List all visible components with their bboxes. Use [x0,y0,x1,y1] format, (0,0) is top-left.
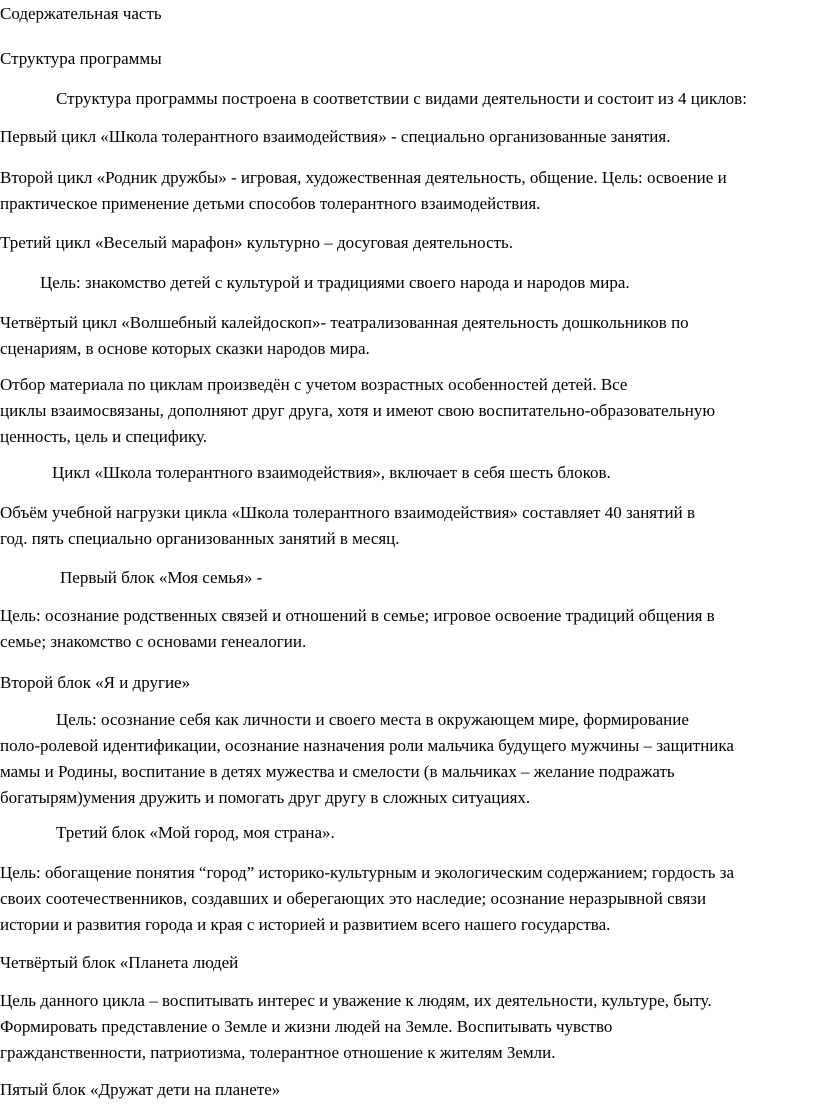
text-line: Четвёртый цикл «Волшебный калейдоскоп»- театрализованная деятельность дошкольников по [0,313,689,332]
text-line: ценность, цель и специфику. [0,427,208,446]
paragraph-cycle-1 [0,124,812,150]
paragraph-cycle-3-goal [40,270,816,296]
text-line: Цель: обогащение понятия “город” историко-культурным и экологическим содержанием; гордость за [0,863,735,882]
paragraph-cycle-2 [0,165,812,217]
text-line: Структура программы [0,49,162,68]
text-line: Цель: осознание себя как личности и своего места в окружающем мире, формирование [56,710,689,729]
paragraph-material-selection [0,372,812,450]
paragraph-study-load [0,500,812,552]
text-line: истории и развития города и края с историей и развитием всего нашего государства. [0,915,611,934]
paragraph-cycle-blocks [52,460,816,486]
text-line: гражданственности, патриотизма, толерантное отношение к жителям Земли. [0,1043,556,1062]
text-line: семье; знакомство с основами генеалогии. [0,632,307,651]
paragraph-block-3-goal [0,860,812,938]
paragraph-block-1-goal [0,603,812,655]
text-line: Цель данного цикла – воспитывать интерес и уважение к людям, их деятельности, культуре, быту. [0,991,712,1010]
text-line: Четвёртый блок «Планета людей [0,953,239,972]
text-line: Отбор материала по циклам произведён с учетом возрастных особенностей детей. Все [0,375,628,394]
text-line: своих соотечественников, создавших и оберегающих это наследие; осознание неразрывной связи [0,889,707,908]
heading-block-3 [56,820,816,846]
text-line: Объём учебной нагрузки цикла «Школа толерантного взаимодействия» составляет 40 занятий в [0,503,696,522]
text-line: Цель: осознание родственных связей и отношений в семье; игровое освоение традиций общения в [0,606,715,625]
paragraph-structure-intro [56,86,816,112]
heading-block-1 [60,565,816,591]
text-line: сценариям, в основе которых сказки народов мира. [0,339,370,358]
text-line: поло-ролевой идентификации, осознание назначения роли мальчика будущего мужчины – защитника [0,736,734,755]
text-line: Третий цикл «Веселый марафон» культурно – досуговая деятельность. [0,233,514,252]
text-line: Формировать представление о Земле и жизни людей на Земле. Воспитывать чувство [0,1017,613,1036]
text-line: Цикл «Школа толерантного взаимодействия», включает в себя шесть блоков. [52,463,611,482]
paragraph-cycle-4 [0,310,812,362]
text-line: Второй цикл «Родник дружбы» - игровая, художественная деятельность, общение. Цель: освоение и [0,168,727,187]
text-line: Второй блок «Я и другие» [0,673,191,692]
paragraph-cycle-3 [0,230,812,256]
text-line: богатырям)умения дружить и помогать друг другу в сложных ситуациях. [0,788,531,807]
heading-block-5 [0,1077,812,1103]
heading-block-4 [0,950,812,976]
text-line: практическое применение детьми способов толерантного взаимодействия. [0,194,541,213]
text-line: год. пять специально организованных занятий в месяц. [0,529,400,548]
text-line: Пятый блок «Дружат дети на планете» [0,1080,281,1099]
heading-program-structure [0,46,812,72]
text-line: Третий блок «Мой город, моя страна». [56,823,335,842]
text-line: Первый цикл «Школа толерантного взаимодействия» - специально организованные занятия. [0,127,671,146]
heading-block-2 [0,670,812,696]
text-line: Первый блок «Моя семья» - [60,568,263,587]
paragraph-block-2-goal [0,707,812,811]
paragraph-block-4-goal [0,988,812,1066]
text-line: Содержательная часть [0,4,162,23]
text-line: циклы взаимосвязаны, дополняют друг друга, хотя и имеют свою воспитательно-образовательную [0,401,716,420]
heading-content-part [0,1,812,27]
text-line: мамы и Родины, воспитание в детях мужества и смелости (в мальчиках – желание подражать [0,762,675,781]
text-line: Цель: знакомство детей с культурой и традициями своего народа и народов мира. [40,273,630,292]
text-line: Структура программы построена в соответствии с видами деятельности и состоит из 4 циклов: [56,89,747,108]
